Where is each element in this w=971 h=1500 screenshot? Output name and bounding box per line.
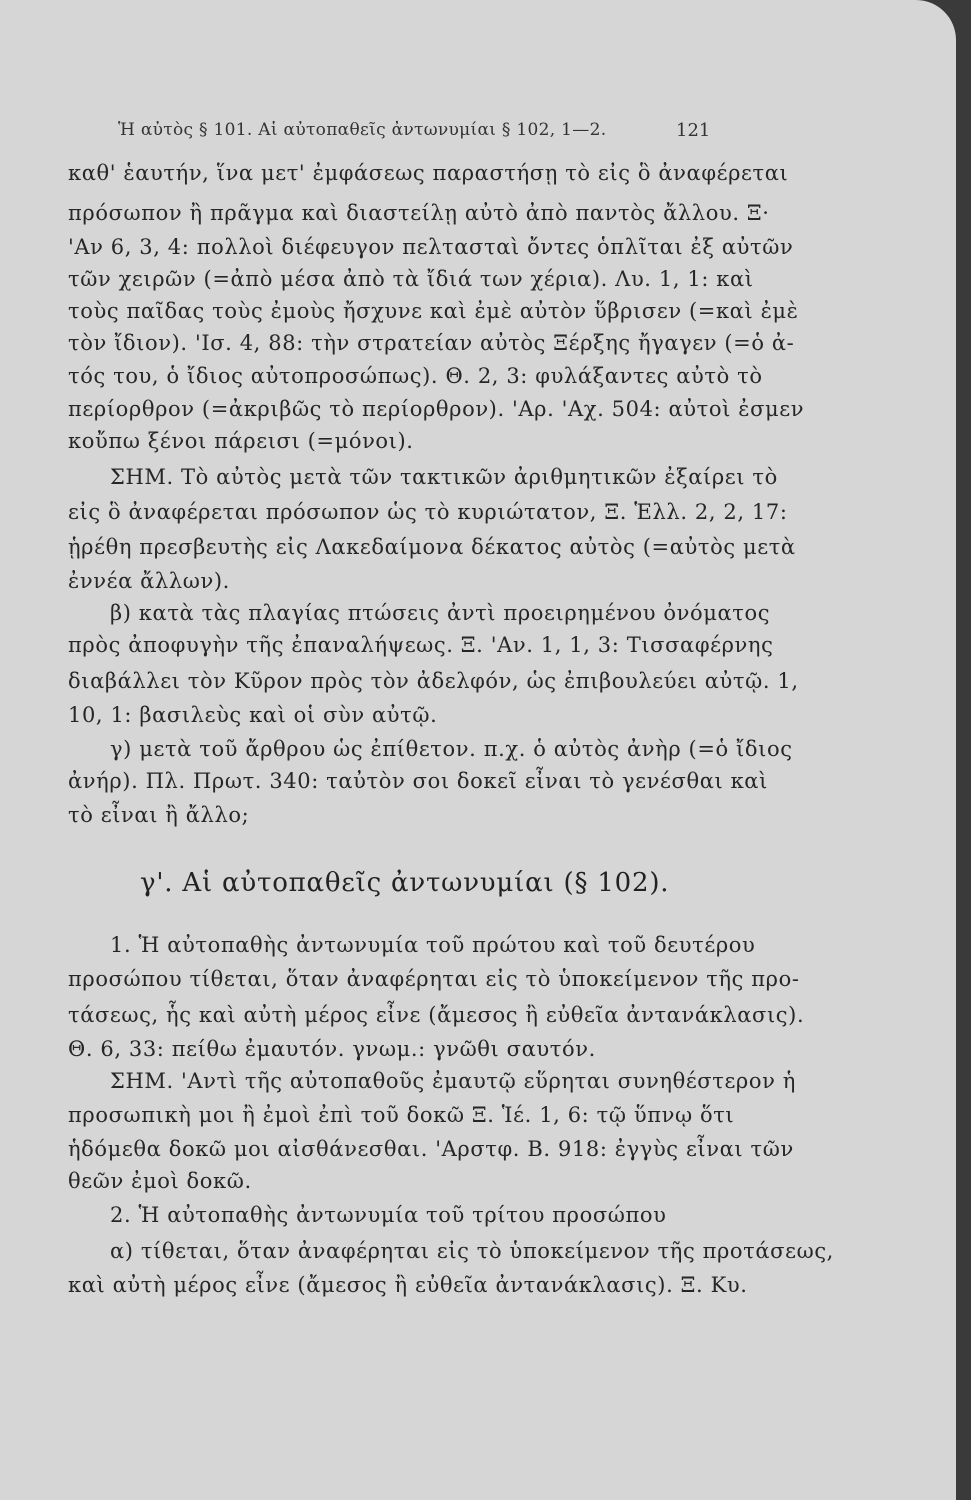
text-line: α) τίθεται, ὅταν ἀναφέρηται εἰς τὸ ὑποκείμενον τῆς προτάσεως,	[110, 1239, 834, 1263]
text-line: τάσεως, ἧς καὶ αὐτὴ μέρος εἶνε (ἄμεσος ἢ εὐθεῖα ἀντανάκλασις).	[68, 1003, 805, 1027]
text-line: ᾑρέθη πρεσβευτὴς εἰς Λακεδαίμονα δέκατος αὐτὸς (=αὐτὸς μετὰ	[68, 535, 796, 559]
text-line: καθ' ἑαυτήν, ἵνα μετ' ἐμφάσεως παραστήσῃ τὸ εἰς ὃ ἀναφέρεται	[68, 161, 789, 185]
text-line: καὶ αὐτὴ μέρος εἶνε (ἄμεσος ἢ εὐθεῖα ἀντανάκλασις). Ξ. Κυ.	[68, 1273, 748, 1297]
text-line: 10, 1: βασιλεὺς καὶ οἱ σὺν αὐτῷ.	[68, 703, 438, 727]
text-line: τὸν ἴδιον). 'Ισ. 4, 88: τὴν στρατείαν αὐτὸς Ξέρξης ἤγαγεν (=ὁ ἀ-	[68, 331, 795, 355]
text-line: ἐννέα ἄλλων).	[68, 569, 230, 593]
text-line: τοὺς παῖδας τοὺς ἐμοὺς ἤσχυνε καὶ ἐμὲ αὐτὸν ὕβρισεν (=καὶ ἐμὲ	[68, 299, 799, 323]
text-line: 'Αν 6, 3, 4: πολλοὶ διέφευγον πελτασταὶ ὄντες ὁπλῖται ἐξ αὐτῶν	[68, 235, 794, 259]
text-line: ἀνήρ). Πλ. Πρωτ. 340: ταὐτὸν σοι δοκεῖ εἶναι τὸ γενέσθαι καὶ	[68, 769, 768, 793]
running-header: Ἡ αὐτὸς § 101. Αἱ αὐτοπαθεῖς ἀντωνυμίαι § 102, 1—2.	[118, 120, 607, 140]
text-line: πρόσωπον ἢ πρᾶγμα καὶ διαστείλῃ αὐτὸ ἀπὸ παντὸς ἄλλου. Ξ·	[68, 201, 770, 225]
text-line: τῶν χειρῶν (=ἀπὸ μέσα ἀπὸ τὰ ἴδιά των χέρια). Λυ. 1, 1: καὶ	[68, 267, 754, 291]
text-line: πρὸς ἀποφυγὴν τῆς ἐπαναλήψεως. Ξ. 'Αν. 1, 1, 3: Τισσαφέρνης	[68, 633, 774, 657]
text-line: τός του, ὁ ἴδιος αὐτοπροσώπως). Θ. 2, 3: φυλάξαντες αὐτὸ τὸ	[68, 364, 763, 388]
text-line: ἡδόμεθα δοκῶ μοι αἰσθάνεσθαι. 'Αρστφ. Β. 918: ἐγγὺς εἶναι τῶν	[68, 1137, 794, 1161]
text-line: διαβάλλει τὸν Κῦρον πρὸς τὸν ἀδελφόν, ὡς ἐπιβουλεύει αὐτῷ. 1,	[68, 669, 799, 693]
text-line: ΣΗΜ. Τὸ αὐτὸς μετὰ τῶν τακτικῶν ἀριθμητικῶν ἐξαίρει τὸ	[110, 465, 778, 489]
text-line: προσώπου τίθεται, ὅταν ἀναφέρηται εἰς τὸ ὑποκείμενον τῆς προ-	[68, 967, 800, 991]
text-line: γ) μετὰ τοῦ ἄρθρου ὡς ἐπίθετον. π.χ. ὁ αὐτὸς ἀνὴρ (=ὁ ἴδιος	[110, 737, 793, 761]
text-line: κοὔπω ξένοι πάρεισι (=μόνοι).	[68, 429, 414, 453]
text-line: περίορθρον (=ἀκριβῶς τὸ περίορθρον). 'Αρ. 'Αχ. 504: αὐτοὶ ἐσμεν	[68, 397, 805, 421]
text-line: εἰς ὃ ἀναφέρεται πρόσωπον ὡς τὸ κυριώτατον, Ξ. Ἑλλ. 2, 2, 17:	[68, 500, 788, 524]
text-line: Θ. 6, 33: πείθω ἐμαυτόν. γνωμ.: γνῶθι σαυτόν.	[68, 1037, 596, 1061]
text-line: τὸ εἶναι ἢ ἄλλο;	[68, 803, 250, 827]
text-line: 1. Ἡ αὐτοπαθὴς ἀντωνυμία τοῦ πρώτου καὶ τοῦ δευτέρου	[110, 933, 756, 957]
section-title: γ'. Αἱ αὐτοπαθεῖς ἀντωνυμίαι (§ 102).	[140, 868, 670, 898]
text-line: θεῶν ἐμοὶ δοκῶ.	[68, 1169, 252, 1193]
text-line: 2. Ἡ αὐτοπαθὴς ἀντωνυμία τοῦ τρίτου προσώπου	[110, 1203, 667, 1227]
text-line: ΣΗΜ. 'Αντὶ τῆς αὐτοπαθοῦς ἐμαυτῷ εὕρηται συνηθέστερον ἡ	[110, 1069, 796, 1093]
text-line: β) κατὰ τὰς πλαγίας πτώσεις ἀντὶ προειρημένου ὀνόματος	[110, 601, 771, 625]
text-line: προσωπικὴ μοι ἢ ἐμοὶ ἐπὶ τοῦ δοκῶ Ξ. Ἱέ. 1, 6: τῷ ὕπνῳ ὅτι	[68, 1103, 735, 1127]
page-number: 121	[676, 120, 711, 141]
